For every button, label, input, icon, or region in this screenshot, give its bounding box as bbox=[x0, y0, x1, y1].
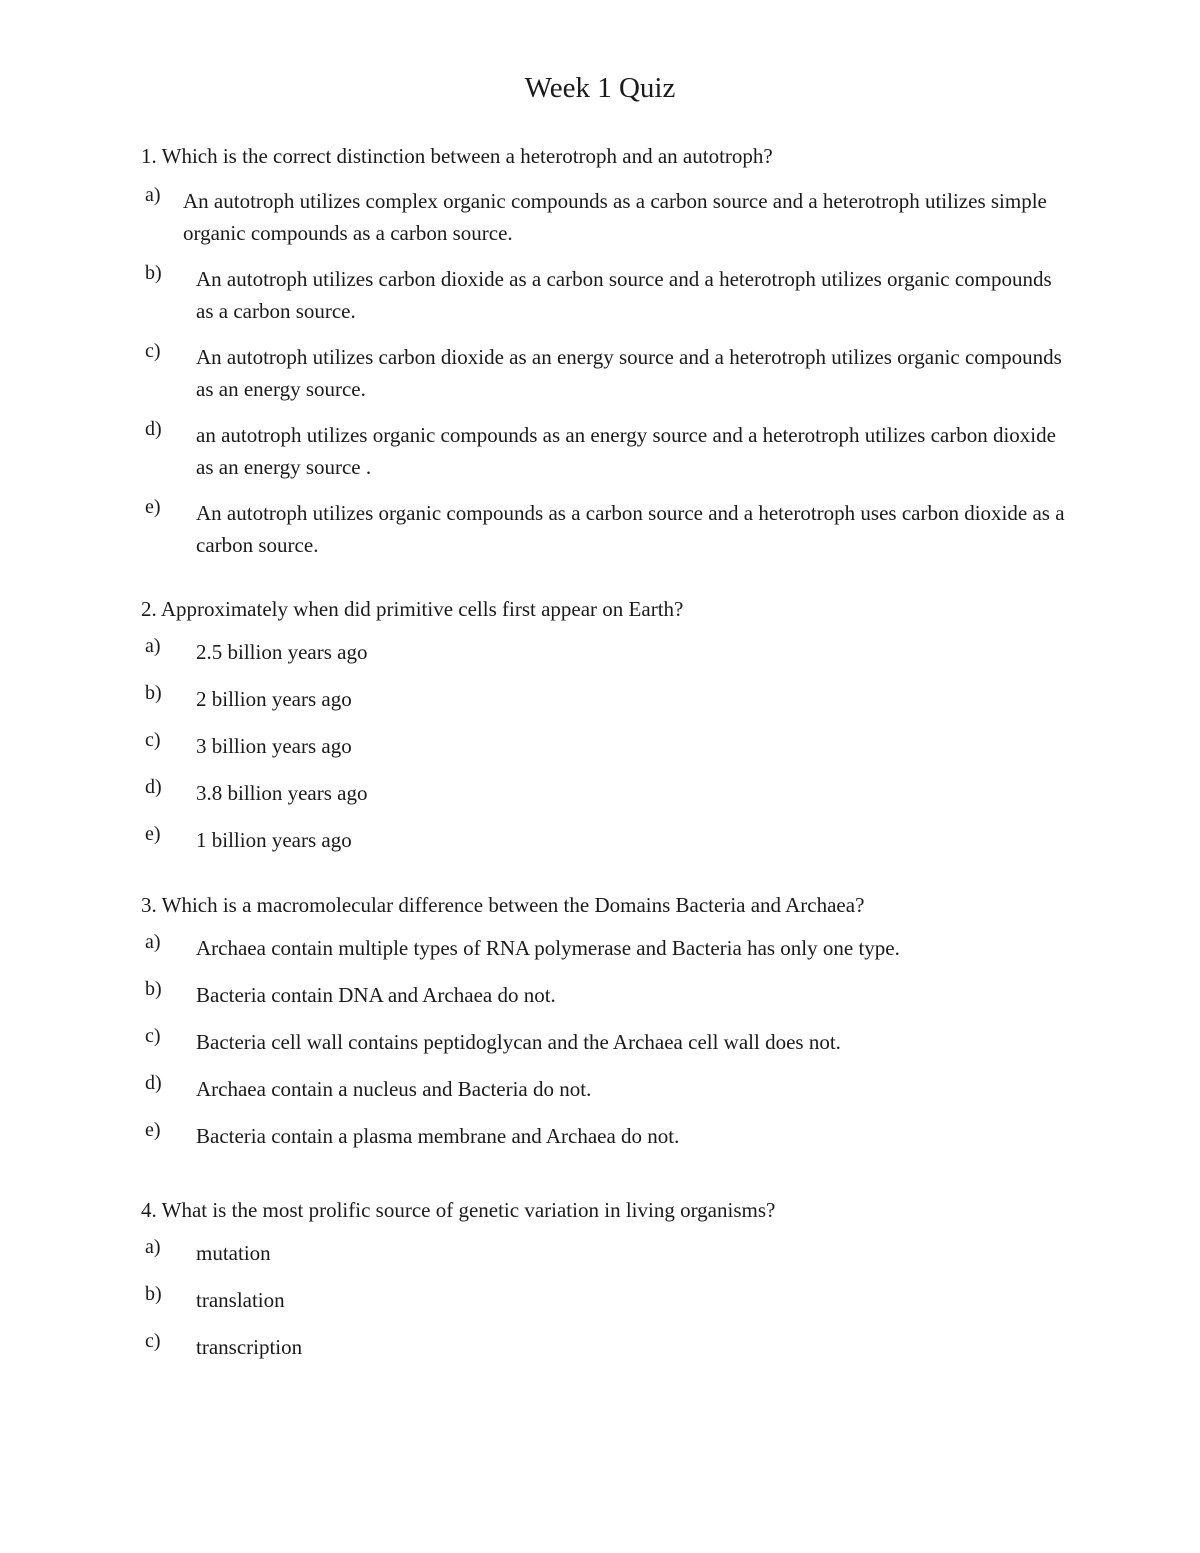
option-letter: a) bbox=[145, 184, 161, 206]
option-b bbox=[141, 979, 1081, 1011]
option-b bbox=[141, 1284, 1081, 1316]
option-text: 3.8 billion years ago bbox=[196, 781, 368, 805]
option-text: An autotroph utilizes carbon dioxide as a carbon source and a heterotroph utilizes organic compounds as a carbon source. bbox=[196, 267, 1052, 323]
option-e bbox=[141, 824, 1081, 856]
option-text: translation bbox=[196, 1288, 285, 1312]
question-3 bbox=[141, 892, 1081, 1152]
option-c bbox=[141, 341, 1081, 405]
option-a bbox=[141, 185, 1081, 249]
option-letter: e) bbox=[145, 823, 161, 845]
option-letter: a) bbox=[145, 931, 161, 953]
option-letter: c) bbox=[145, 340, 161, 362]
option-text: An autotroph utilizes carbon dioxide as an energy source and a heterotroph utilizes organic compounds as an energy source. bbox=[196, 345, 1062, 401]
option-letter: a) bbox=[145, 635, 161, 657]
option-letter: d) bbox=[145, 1072, 162, 1094]
option-text: Bacteria contain a plasma membrane and Archaea do not. bbox=[196, 1124, 680, 1148]
option-letter: c) bbox=[145, 1025, 161, 1047]
option-d bbox=[141, 1073, 1081, 1105]
option-text: 2 billion years ago bbox=[196, 687, 352, 711]
option-a bbox=[141, 636, 1081, 668]
option-letter: b) bbox=[145, 682, 162, 704]
option-letter: d) bbox=[145, 776, 162, 798]
option-text: Archaea contain a nucleus and Bacteria do not. bbox=[196, 1077, 592, 1101]
option-a bbox=[141, 1237, 1081, 1269]
page-title: Week 1 Quiz bbox=[524, 72, 676, 104]
option-letter: c) bbox=[145, 729, 161, 751]
option-text: Bacteria cell wall contains peptidoglycan and the Archaea cell wall does not. bbox=[196, 1030, 841, 1054]
option-letter: b) bbox=[145, 978, 162, 1000]
option-text: 2.5 billion years ago bbox=[196, 640, 368, 664]
option-b bbox=[141, 683, 1081, 715]
question-text: 2. Approximately when did primitive cells first appear on Earth? bbox=[141, 597, 684, 621]
option-letter: b) bbox=[145, 1283, 162, 1305]
option-a bbox=[141, 932, 1081, 964]
question-4 bbox=[141, 1197, 1081, 1363]
option-e bbox=[141, 1120, 1081, 1152]
question-1 bbox=[141, 143, 1081, 561]
option-text: An autotroph utilizes organic compounds as a carbon source and a heterotroph uses carbon dioxide as a carbon source. bbox=[196, 501, 1065, 557]
option-text: mutation bbox=[196, 1241, 271, 1265]
question-text: 3. Which is a macromolecular difference between the Domains Bacteria and Archaea? bbox=[141, 893, 865, 917]
option-letter: e) bbox=[145, 496, 161, 518]
option-text: transcription bbox=[196, 1335, 303, 1359]
option-letter: c) bbox=[145, 1330, 161, 1352]
option-c bbox=[141, 730, 1081, 762]
question-text: 1. Which is the correct distinction between a heterotroph and an autotroph? bbox=[141, 144, 773, 168]
option-c bbox=[141, 1026, 1081, 1058]
option-letter: e) bbox=[145, 1119, 161, 1141]
question-text: 4. What is the most prolific source of genetic variation in living organisms? bbox=[141, 1198, 776, 1222]
option-text: An autotroph utilizes complex organic compounds as a carbon source and a heterotroph utilizes simple organic compounds as a carbon source. bbox=[183, 189, 1047, 245]
option-d bbox=[141, 419, 1081, 483]
option-letter: b) bbox=[145, 262, 162, 284]
option-c bbox=[141, 1331, 1081, 1363]
option-b bbox=[141, 263, 1081, 327]
option-letter: d) bbox=[145, 418, 162, 440]
option-text: Bacteria contain DNA and Archaea do not. bbox=[196, 983, 556, 1007]
option-letter: a) bbox=[145, 1236, 161, 1258]
option-text: 1 billion years ago bbox=[196, 828, 352, 852]
option-e bbox=[141, 497, 1081, 561]
option-text: Archaea contain multiple types of RNA polymerase and Bacteria has only one type. bbox=[196, 936, 900, 960]
option-d bbox=[141, 777, 1081, 809]
option-text: 3 billion years ago bbox=[196, 734, 352, 758]
option-text: an autotroph utilizes organic compounds as an energy source and a heterotroph utilizes carbon dioxide as an energy source . bbox=[196, 423, 1056, 479]
question-2 bbox=[141, 596, 1081, 856]
